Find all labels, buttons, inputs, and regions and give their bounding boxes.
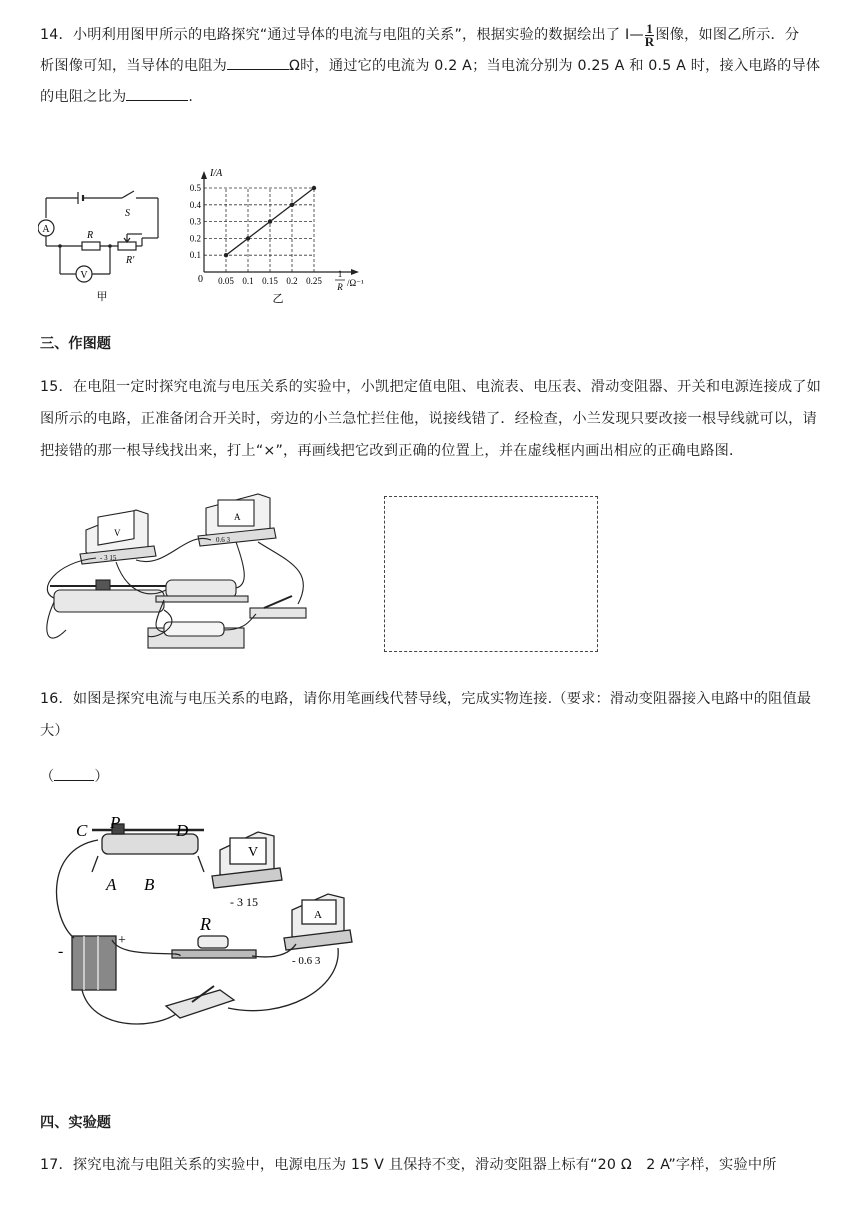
circuit-caption: 甲 [96,291,108,303]
q14-line2-a: 析图像可知，当导体的电阻为 [40,58,228,74]
battery-cells [164,622,224,636]
label-d: D [176,821,189,840]
knife-switch [250,608,306,618]
q15-voltmeter-label: V [114,528,121,538]
graph-axes [201,171,359,275]
answer-close-paren: ） [94,769,109,785]
fraction-numerator: 1 [646,20,653,36]
graph-x-label-denominator: R [337,282,343,292]
graph-tick-labels [190,183,323,286]
resistor-label: R [87,230,94,241]
question-15: 15．在电阻一定时探究电流与电压关系的实验中，小凯把定值电阻、电流表、电压表、滑动变阻器、开关和电源连接成了如图所示的电路，正准备闭合开关时，旁边的小兰急忙拦住他，说接线错了．经检查，小兰发现只要改接一根导线就可以，请把接错的那一根导线找出来，打上“×”，再画线把它改到正确的位置上，并在虚线框内画出相应的正确电路图． [40,379,821,459]
q15-apparatus-figure [36,490,321,655]
q15-voltmeter-terminals: - 3 15 [100,554,117,562]
switch-blade [122,191,134,198]
rheostat-r-prime [118,242,136,250]
switch-label: S [125,208,130,219]
q14-line3: 的电阻之比为 [40,89,127,105]
label-p: P [110,813,121,832]
wire-5 [258,542,303,604]
y-axis-arrow [201,171,207,179]
label-c: C [76,821,88,840]
q14-line1-a: 14．小明利用图甲所示的电路探究“通过导体的电流与电阻的关系”，根据实验的数据绘出了 I— [40,27,644,43]
x-tick-label-0: 0.05 [218,276,234,286]
y-tick-label-0: 0.1 [189,250,201,261]
q16-ammeter-label: A [314,909,322,921]
battery-minus-label: - [58,943,64,960]
q14-line3-end: . [188,89,194,105]
answer-blank-resistance[interactable] [227,53,289,70]
q15-ammeter-terminals: 0.6 3 [216,536,230,544]
circuit-diagram-jia [38,188,166,306]
data-point-1 [246,236,250,240]
y-tick-label-4: 0.5 [189,183,201,193]
fixed-resistor [166,580,236,598]
question-16: 16．如图是探究电流与电压关系的电路，请你用笔画线代替导线，完成实物连接.（要求：滑动变阻器接入电路中的阻值最大） [40,691,812,739]
question-17: 17．探究电流与电阻关系的实验中，电源电压为 15 V 且保持不变，滑动变阻器上标有“20 Ω 2 A”字样，实验中所 [40,1157,777,1173]
section-heading-experiment: 四、实验题 [40,1115,111,1131]
answer-open-paren: （ [40,769,55,785]
answer-blank-ratio[interactable] [126,84,188,101]
x-axis-arrow [351,269,359,275]
q16-battery [72,936,116,990]
question-14 [40,20,830,113]
label-b: B [144,875,155,894]
ammeter-label: A [42,224,50,235]
x-tick-label-1: 0.1 [242,276,254,286]
wire-2 [116,562,166,594]
x-tick-label-3: 0.2 [286,276,298,286]
q14-line2-b: Ω时，通过它的电流为 0.2 A；当电流分别为 0.25 A 和 0.5 A 时，接入电路的导体 [289,58,821,74]
q14-line1-b: 图像，如图乙所示．分 [655,27,800,43]
y-tick-label-3: 0.4 [189,199,201,210]
q16-wire-1 [57,840,98,938]
data-point-3 [290,203,294,207]
q16-knife-switch [166,990,234,1018]
label-a: A [106,875,117,894]
graph-y-axis-label: I/A [210,168,223,179]
graph-current-vs-inverse-resistance [180,166,380,306]
fraction-denominator: R [644,33,655,49]
data-point-2 [268,219,272,223]
y-tick-label-2: 0.3 [189,216,201,227]
inverse-r-fraction [644,20,655,49]
graph-caption: 乙 [272,293,284,305]
rheostat-slider [96,580,110,590]
q16-wire-4 [82,990,176,1024]
q16-answer-blank[interactable] [54,764,94,781]
q16-voltmeter-terminals: - 3 15 [230,895,258,909]
x-tick-label-4: 0.25 [306,276,322,286]
graph-origin-label: 0 [198,274,203,285]
wire-4 [236,542,244,588]
q15-ammeter-label: A [234,512,241,522]
graph-x-label-numerator: 1 [337,269,343,279]
q16-answer-line [40,762,830,793]
y-tick-label-1: 0.2 [189,233,201,244]
section-heading-drawing: 三、作图题 [40,336,111,352]
q16-resistor-label: R [200,914,211,934]
q16-voltmeter-label: V [248,845,259,860]
rheostat-label: R′ [126,255,135,266]
data-point-0 [224,253,228,257]
q16-resistor [198,936,228,948]
q16-apparatus-figure [52,810,372,1038]
q16-ammeter-terminals: - 0.6 3 [292,955,321,967]
x-tick-label-2: 0.15 [262,276,278,286]
battery-plus-label: + [118,933,126,948]
resistor-r [82,242,100,250]
data-point-4 [312,186,316,190]
graph-x-label-unit: /Ω⁻¹ [347,278,364,288]
voltmeter-label: V [80,270,88,281]
circuit-drawing-dashed-box[interactable] [384,496,598,652]
